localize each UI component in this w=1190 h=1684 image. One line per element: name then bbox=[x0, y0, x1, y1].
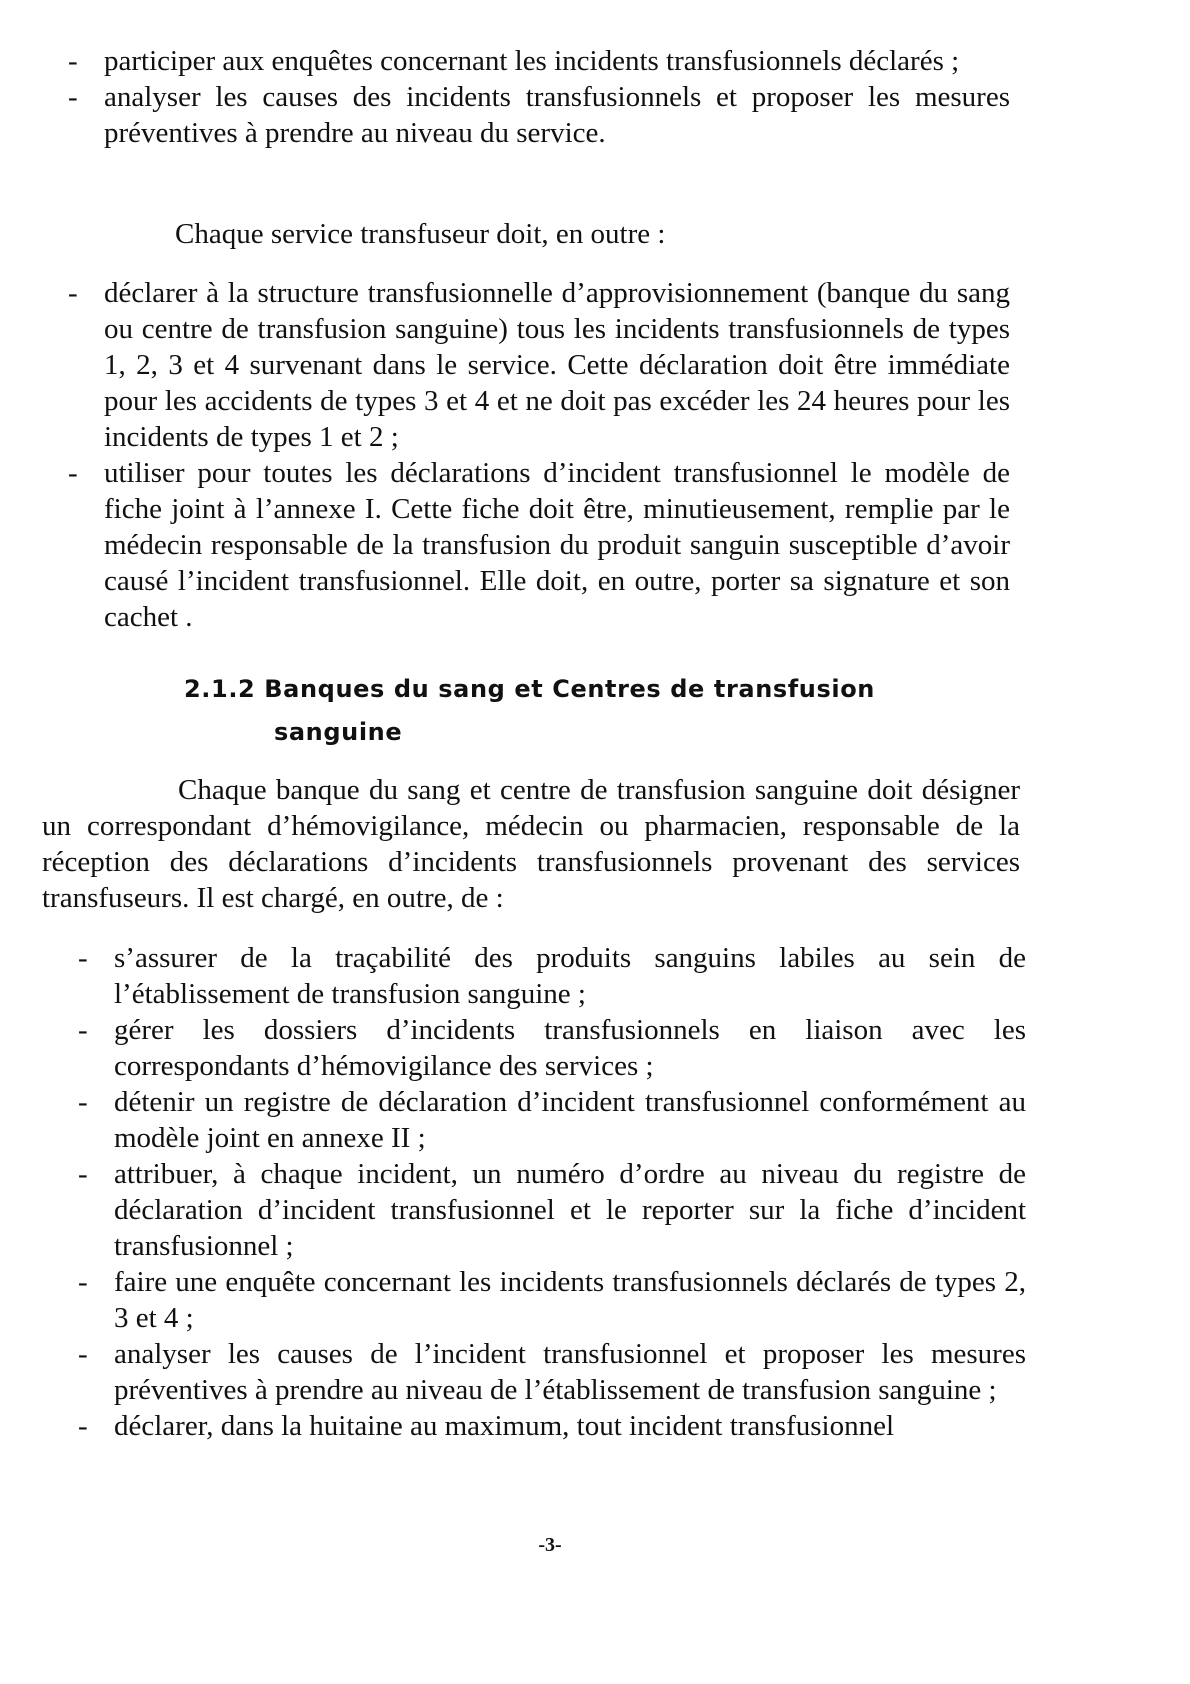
section-intro-paragraph: Chaque banque du sang et centre de transfusion sanguine doit désigner un correspondant d’hémovigilance, médecin ou pharmacien, responsable de la réception des déclarations d’incidents transfusionnels provenant des services transfuseurs. Il est chargé, en outre, de : bbox=[42, 774, 1020, 914]
bank-bullet-list bbox=[78, 940, 1026, 1444]
bullet-dash: - bbox=[68, 277, 78, 309]
bullet-dash: - bbox=[68, 81, 78, 113]
bullet-dash: - bbox=[68, 45, 78, 77]
list-item bbox=[78, 1408, 1026, 1444]
list-item-text: utiliser pour toutes les déclarations d’incident transfusionnel le modèle de fiche joint à l’annexe I. Cette fiche doit être, minutieusement, remplie par le médecin responsable de la transfusion du produit sanguin susceptible d’avoir causé l’incident transfusionnel. Elle doit, en outre, porter sa signature et son cachet . bbox=[104, 457, 1010, 633]
list-item-text: analyser les causes des incidents transfusionnels et proposer les mesures préventives à prendre au niveau du service. bbox=[104, 81, 1010, 149]
list-item-text: déclarer à la structure transfusionnelle d’approvisionnement (banque du sang ou centre de transfusion sanguine) tous les incidents transfusionnels de types 1, 2, 3 et 4 survenant dans le service. Cette déclaration doit être immédiate pour les accidents de types 3 et 4 et ne doit pas excéder les 24 heures pour les incidents de types 1 et 2 ; bbox=[104, 277, 1010, 453]
section-heading-line1: 2.1.2 Banques du sang et Centres de transfusion bbox=[184, 675, 875, 703]
section-heading-continuation bbox=[274, 711, 402, 753]
list-item bbox=[78, 1156, 1026, 1264]
list-item-text: gérer les dossiers d’incidents transfusionnels en liaison avec les correspondants d’hémovigilance des services ; bbox=[114, 1014, 1026, 1082]
section-heading-line2: sanguine bbox=[274, 718, 403, 746]
bullet-dash: - bbox=[78, 1158, 88, 1190]
bullet-dash: - bbox=[78, 1086, 88, 1118]
section-heading bbox=[184, 668, 875, 710]
list-item bbox=[68, 275, 1010, 455]
bullet-dash: - bbox=[78, 1410, 88, 1442]
list-item-text: participer aux enquêtes concernant les incidents transfusionnels déclarés ; bbox=[104, 45, 960, 77]
list-item bbox=[68, 43, 1010, 79]
list-item bbox=[78, 1264, 1026, 1336]
list-item-text: faire une enquête concernant les incidents transfusionnels déclarés de types 2, 3 et 4 ; bbox=[114, 1266, 1026, 1334]
list-item-text: attribuer, à chaque incident, un numéro d’ordre au niveau du registre de déclaration d’incident transfusionnel et le reporter sur la fiche d’incident transfusionnel ; bbox=[114, 1158, 1026, 1262]
service-bullet-list bbox=[68, 275, 1010, 635]
list-item bbox=[68, 455, 1010, 635]
bullet-dash: - bbox=[78, 942, 88, 974]
list-item bbox=[78, 1084, 1026, 1156]
bullet-dash: - bbox=[78, 1266, 88, 1298]
list-item-text: s’assurer de la traçabilité des produits sanguins labiles au sein de l’établissement de transfusion sanguine ; bbox=[114, 942, 1026, 1010]
list-item-text: détenir un registre de déclaration d’incident transfusionnel conformément au modèle joint en annexe II ; bbox=[114, 1086, 1026, 1154]
list-item bbox=[78, 940, 1026, 1012]
bullet-dash: - bbox=[78, 1338, 88, 1370]
list-item bbox=[78, 1012, 1026, 1084]
list-item bbox=[78, 1336, 1026, 1408]
service-intro-text: Chaque service transfuseur doit, en outre : bbox=[175, 218, 666, 250]
bullet-dash: - bbox=[68, 457, 78, 489]
bullet-dash: - bbox=[78, 1014, 88, 1046]
list-item-text: déclarer, dans la huitaine au maximum, tout incident transfusionnel bbox=[114, 1410, 894, 1442]
top-bullet-list bbox=[68, 43, 1010, 151]
list-item bbox=[68, 79, 1010, 151]
page-number: -3- bbox=[538, 1534, 562, 1556]
list-item-text: analyser les causes de l’incident transfusionnel et proposer les mesures préventives à prendre au niveau de l’établissement de transfusion sanguine ; bbox=[114, 1338, 1026, 1406]
